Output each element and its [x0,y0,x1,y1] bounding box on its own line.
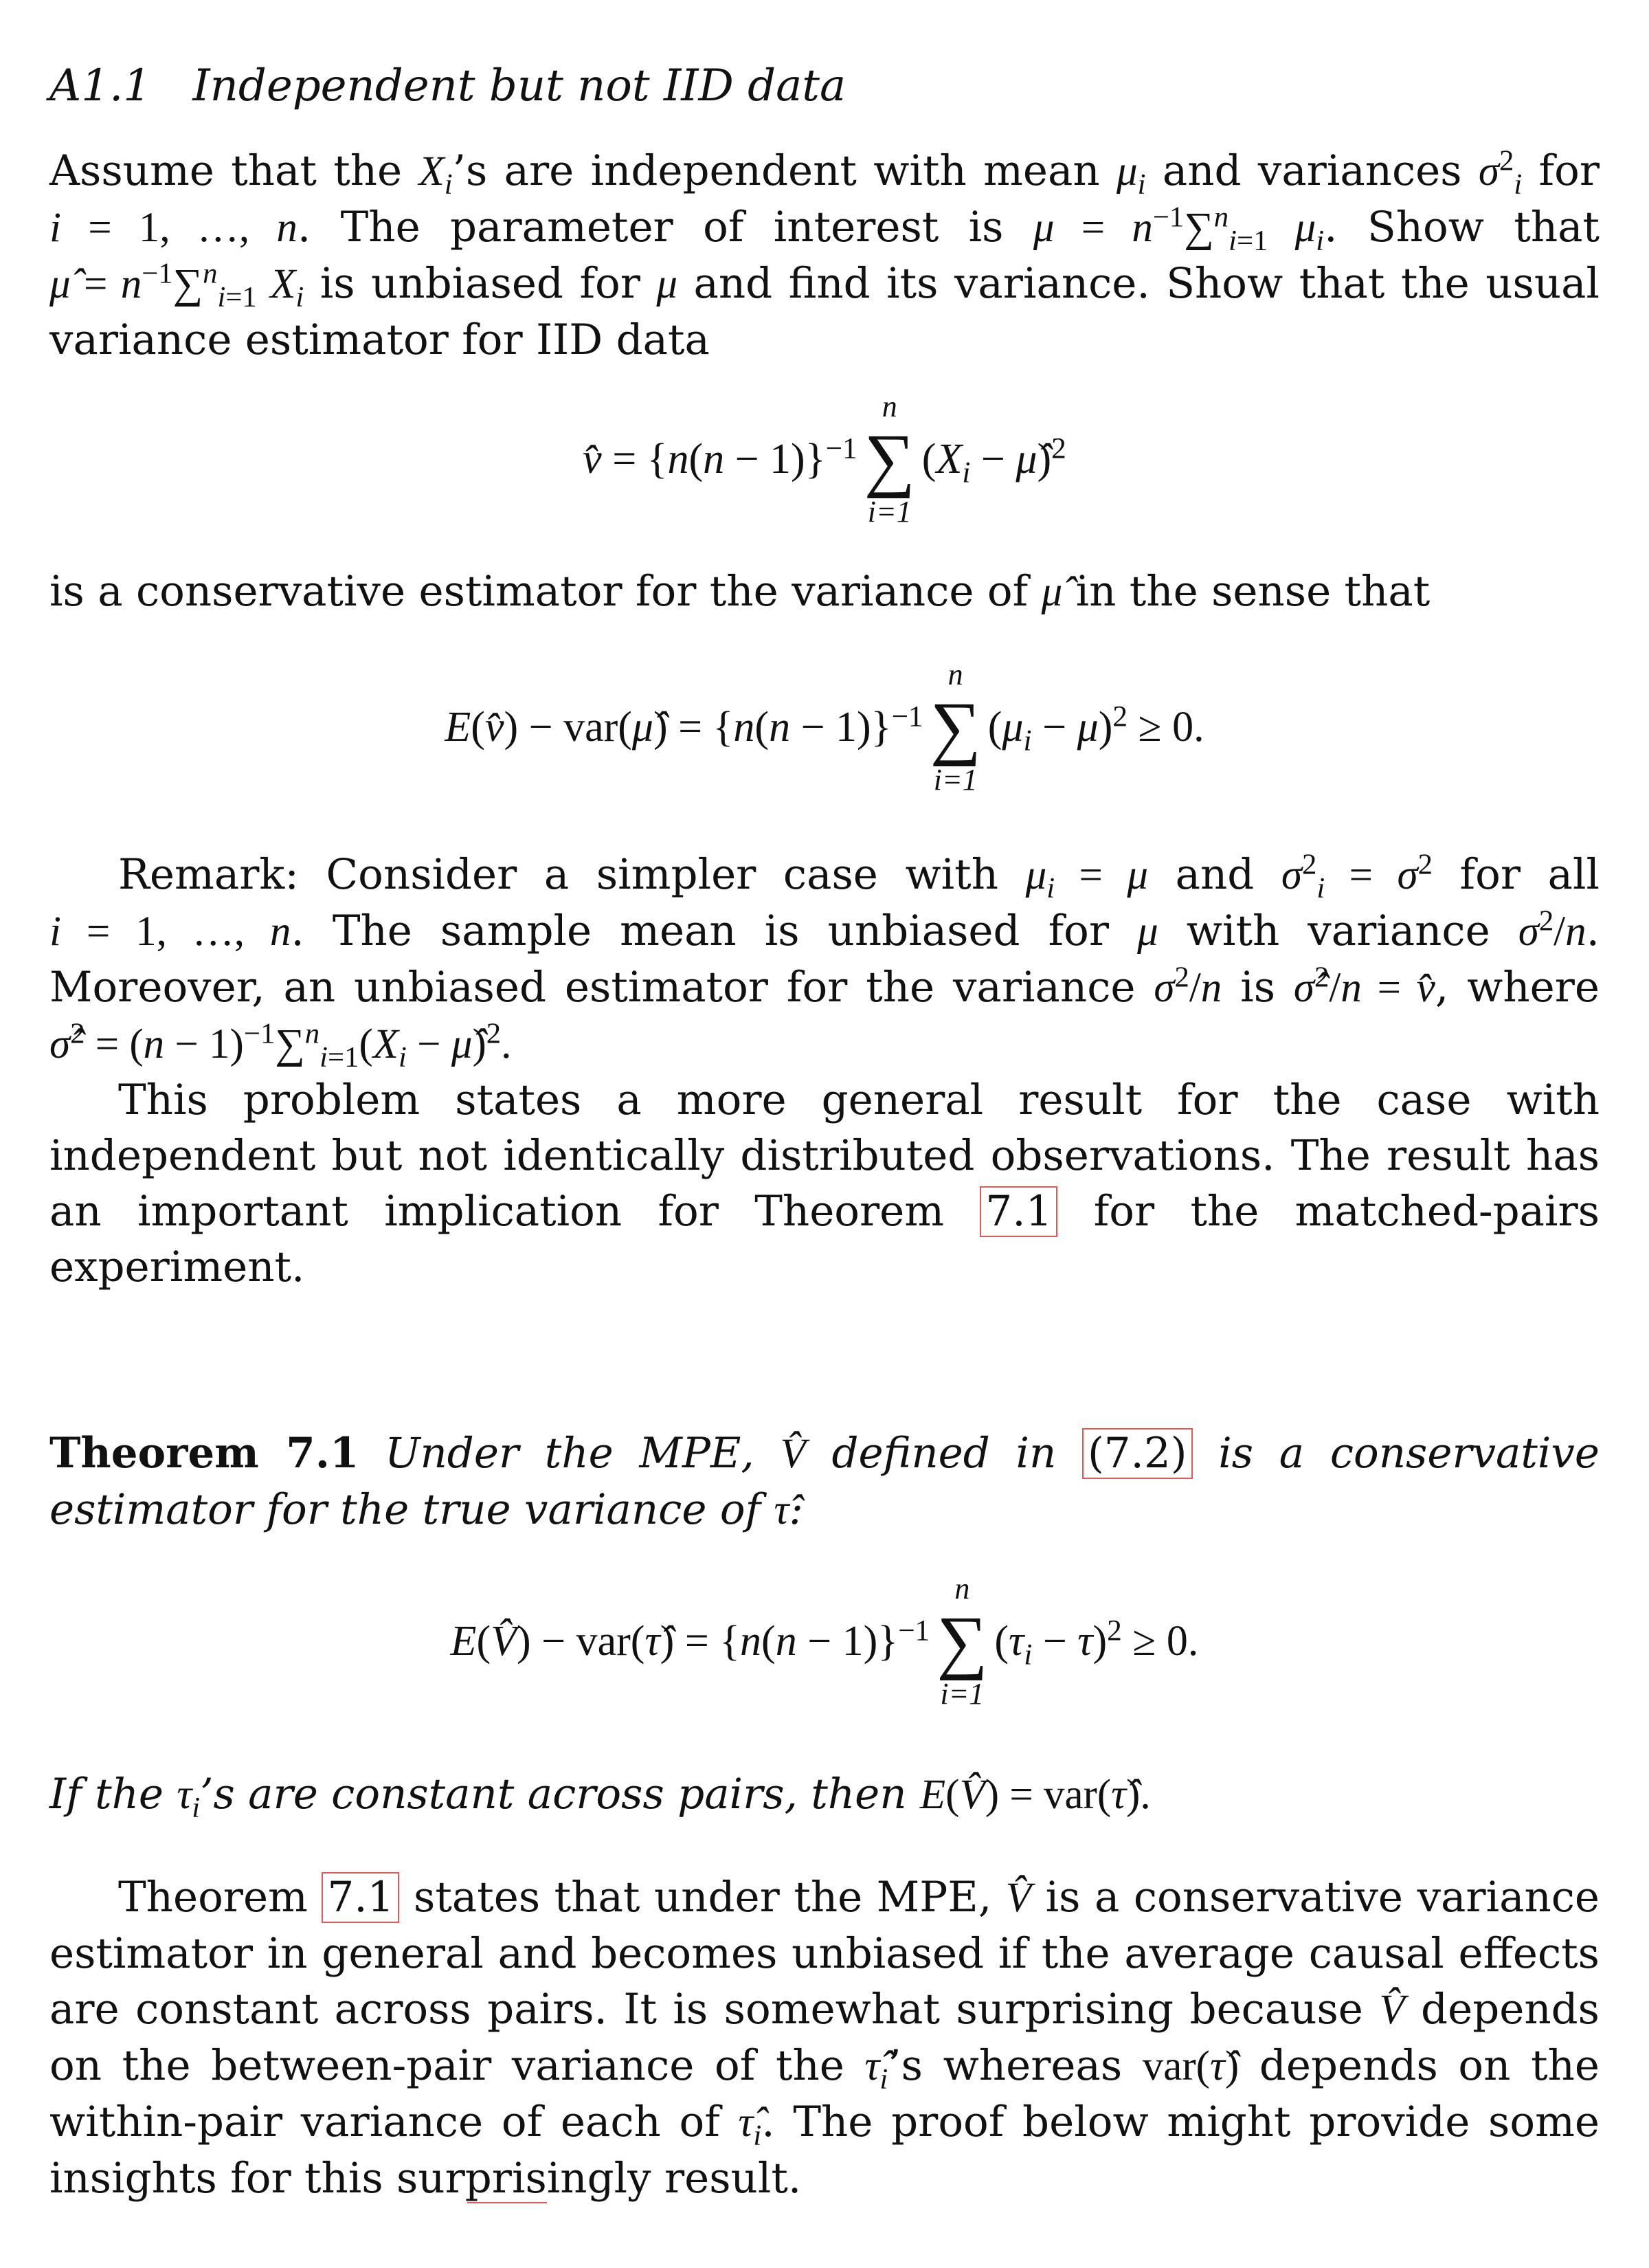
text-run: ’s are constant across pairs, then [200,1770,920,1819]
text-run: . The sample mean is unbiased for [291,907,1138,955]
text-run: Assume that the [49,146,419,195]
text-run: Theorem [118,1873,322,1922]
text-run: for [1522,146,1600,195]
text-run: is [1222,963,1294,1012]
text-run: is a conservative variance estimator in general and becomes unbiased if the average causal effects are constant across pairs. It is somewhat surprising because [49,1873,1600,2034]
paragraph-conservative: is a conservative estimator for the variance of μ̂ in the sense that [49,567,1431,616]
text-run: This problem states a more general result for the case with independent but not identically distributed observations. The result has an important implication for Theorem [49,1076,1600,1236]
theorem-7-1-link[interactable]: 7.1 [980,1186,1057,1237]
text-run: and variances [1145,146,1479,195]
link-border-fragment [467,2202,547,2206]
theorem-7-1: Theorem 7.1 Under the MPE, V̂ defined in (7.2) is a conservative estimator for the true variance of τ̂: [49,1429,1600,1534]
text-run: . Show that [1324,203,1600,252]
text-run: states that under the MPE, [399,1873,1006,1922]
theorem-7-1-link[interactable]: 7.1 [322,1872,399,1923]
text-run: defined in [805,1429,1082,1478]
text-run: : [789,1485,803,1534]
text-run: , where [1435,963,1600,1012]
text-run: . The proof below might provide some insights for this surprisingly result. [49,2098,1600,2203]
equation-bias: E(v̂) − var(μ̂) = $\{n(n - 1)\}^{-1}$ n ∑ i=1 $(\mu_i - \mu)^2 \ge 0$. [445,658,1204,797]
text-run: and find its variance. Show that the usual variance estimator for IID data [49,259,1600,364]
text-run: is a conservative estimator for the variance of [49,567,1042,616]
text-run: . The parameter of interest is [297,203,1033,252]
text-run: depends on the between-pair variance of the [49,1985,1600,2090]
text-run: depends on the within-pair variance of each of [49,2041,1600,2146]
paragraph-discussion: Theorem 7.1 states that under the MPE, V̂ is a conservative variance estimator in general and becomes unbiased if the average causal effects are constant across pairs. It is somewhat surprising because V̂ depends on the between-pair variance of the $\taû_i’s$ whereas var(τ̂) depends on the within-pair variance of each of $\taû_i$. The proof below might provide some insights for this surprisingly result. [49,1873,1600,2203]
section-heading [49,60,846,111]
text-run: for all [1432,850,1600,899]
paragraph-remark: Remark: Consider a simpler case with $\mu_i = \mu$ and $\sigma^2_i = \sigma^2$ for all i = 1, …, n. The sample mean is unbiased for μ with variance $\sigma^2/n$. Moreover, an unbiased estimator for the variance $\sigma^2/n$ is σ̂$^2$/n = v̂, where σ̂$^2$ = $(n - 1)^{-1}\sum^n_{i=1}(X_i$ − μ̂)$^2$. This problem states a more general result for the case with independent but not identically distributed observations. The result has an important implication for Theorem 7.1 for the matched-pairs experiment. [49,848,1600,1291]
equation-theorem: E(V̂) − var(τ̂) = $\{n(n - 1)\}^{-1}$ n ∑ i=1 $(\tau_i - \tau)^2 \ge 0$. [450,1572,1199,1711]
text-run: in the sense that [1062,567,1431,616]
theorem-corollary: If the $\tau_i’s$ are constant across pairs, then E(V̂) = var(τ̂). [49,1770,1151,1825]
text-run: ’s are independent with mean [452,146,1117,195]
theorem-label: Theorem 7.1 [49,1429,359,1478]
text-run: is a conservative estimator for the true variance of [49,1429,1600,1534]
text-run: with variance [1158,907,1518,955]
text-run: Remark: Consider a simpler case with [118,850,1026,899]
equation-7-2-link[interactable]: (7.2) [1082,1428,1193,1479]
section-title: Independent but not IID data [192,60,846,111]
equation-variance-estimator: v̂ = $\{n(n - 1)\}^{-1}$ n ∑ i=1 ($X_i$ − μ̂)$^2$ [583,390,1066,529]
text-run: . Moreover, an unbiased estimator for the variance [49,907,1600,1012]
text-run: for the matched-pairs experiment. [49,1187,1600,1291]
text-run: Under the MPE, [359,1429,781,1478]
paragraph-assumption: Assume that the $X_i’s$ are independent with mean $\mu_i$ and variances $\sigma^2_i$ for i = 1, …, n. The parameter of interest is $\mu = n^{-1}\sum^n_{i=1}$ $\mu_i$. Show that μ̂ = $n^{-1}\sum^n_{i=1}$ $X_i$ is unbiased for μ and find its variance. Show that the usual variance estimator for IID data [49,144,1600,364]
text-run: ’s whereas [888,2041,1143,2090]
text-run: If the [49,1770,177,1819]
text-run: is unbiased for [304,259,657,308]
text-run: and [1148,850,1281,899]
section-number: A1.1 [49,60,151,111]
